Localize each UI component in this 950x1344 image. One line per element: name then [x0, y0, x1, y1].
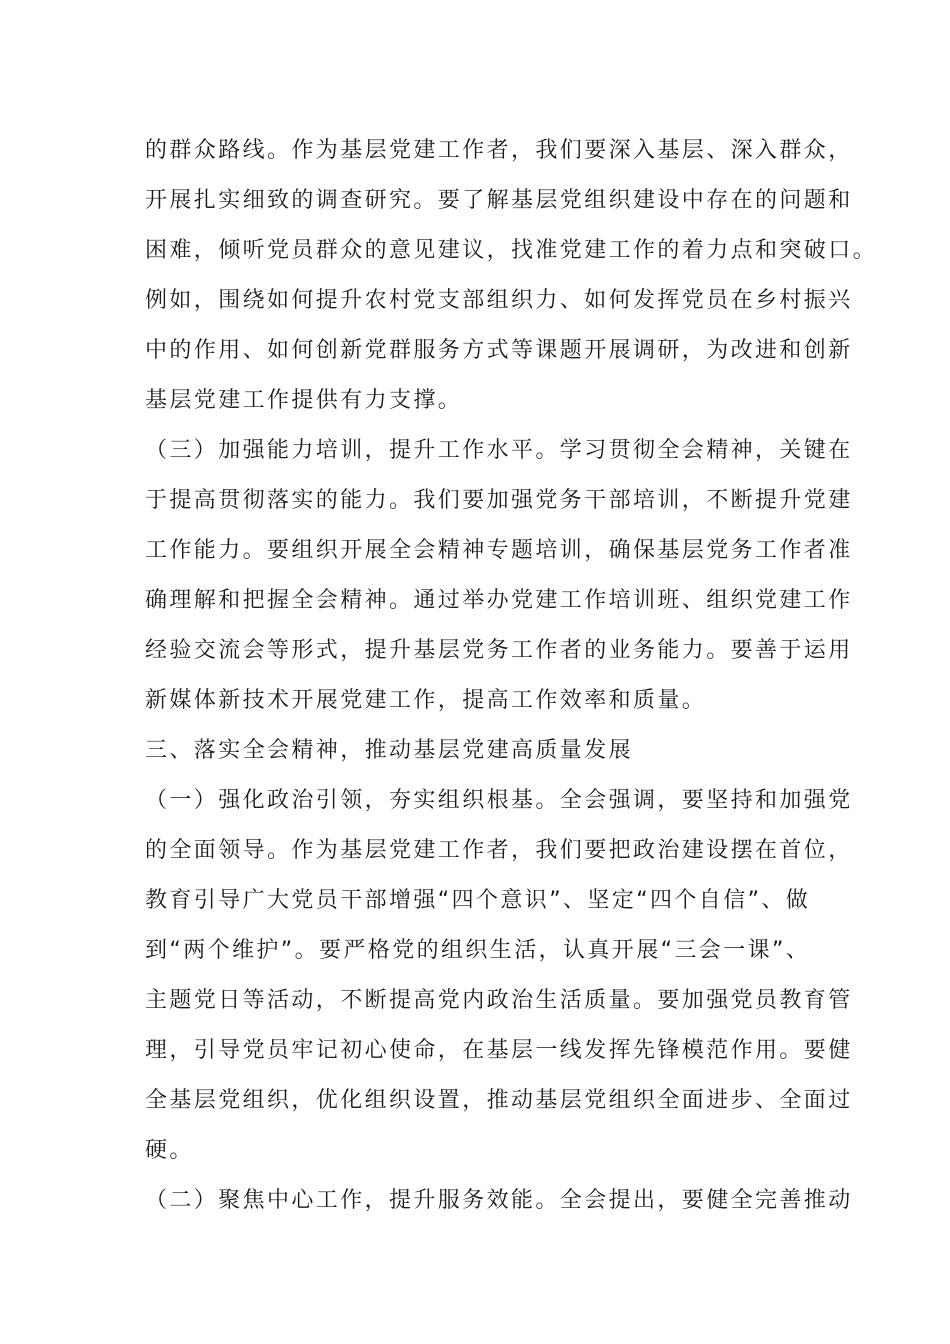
text-line: 经验交流会等形式，提升基层党务工作者的业务能力。要善于运用 — [145, 638, 853, 663]
text-line: 基层党建工作提供有力支撑。 — [145, 388, 463, 413]
text-line: 新媒体新技术开展党建工作，提高工作效率和质量。 — [145, 688, 707, 713]
text-line: 主题党日等活动，不断提高党内政治生活质量。要加强党员教育管 — [145, 988, 853, 1013]
text-line: 理，引导党员牢记初心使命，在基层一线发挥先锋模范作用。要健 — [145, 1038, 853, 1063]
text-line: 全基层党组织，优化组织设置，推动基层党组织全面进步、全面过 — [145, 1088, 853, 1113]
subsection-heading-line: （一）强化政治引领，夯实组织根基。全会强调，要坚持和加强党 — [145, 788, 853, 813]
text-line: 确理解和把握全会精神。通过举办党建工作培训班、组织党建工作 — [145, 588, 853, 613]
subsection-heading-line: （二）聚焦中心工作，提升服务效能。全会提出，要健全完善推动 — [145, 1188, 853, 1213]
text-line: 的群众路线。作为基层党建工作者，我们要深入基层、深入群众， — [145, 138, 853, 163]
subsection-heading-line: （三）加强能力培训，提升工作水平。学习贯彻全会精神，关键在 — [145, 438, 853, 463]
text-line: 到“两个维护”。要严格党的组织生活，认真开展“三会一课”、 — [145, 938, 811, 963]
text-line: 教育引导广大党员干部增强“四个意识”、坚定“四个自信”、做 — [145, 888, 811, 913]
text-line: 中的作用、如何创新党群服务方式等课题开展调研，为改进和创新 — [145, 338, 853, 363]
text-line: 硬。 — [145, 1138, 194, 1163]
section-heading: 三、落实全会精神，推动基层党建高质量发展 — [145, 738, 634, 763]
text-line: 于提高贯彻落实的能力。我们要加强党务干部培训，不断提升党建 — [145, 488, 853, 513]
text-line: 开展扎实细致的调查研究。要了解基层党组织建设中存在的问题和 — [145, 188, 853, 213]
text-line: 工作能力。要组织开展全会精神专题培训，确保基层党务工作者准 — [145, 538, 853, 563]
text-line: 困难，倾听党员群众的意见建议，找准党建工作的着力点和突破口。 — [145, 238, 878, 263]
text-line: 例如，围绕如何提升农村党支部组织力、如何发挥党员在乡村振兴 — [145, 288, 853, 313]
text-line: 的全面领导。作为基层党建工作者，我们要把政治建设摆在首位， — [145, 838, 853, 863]
